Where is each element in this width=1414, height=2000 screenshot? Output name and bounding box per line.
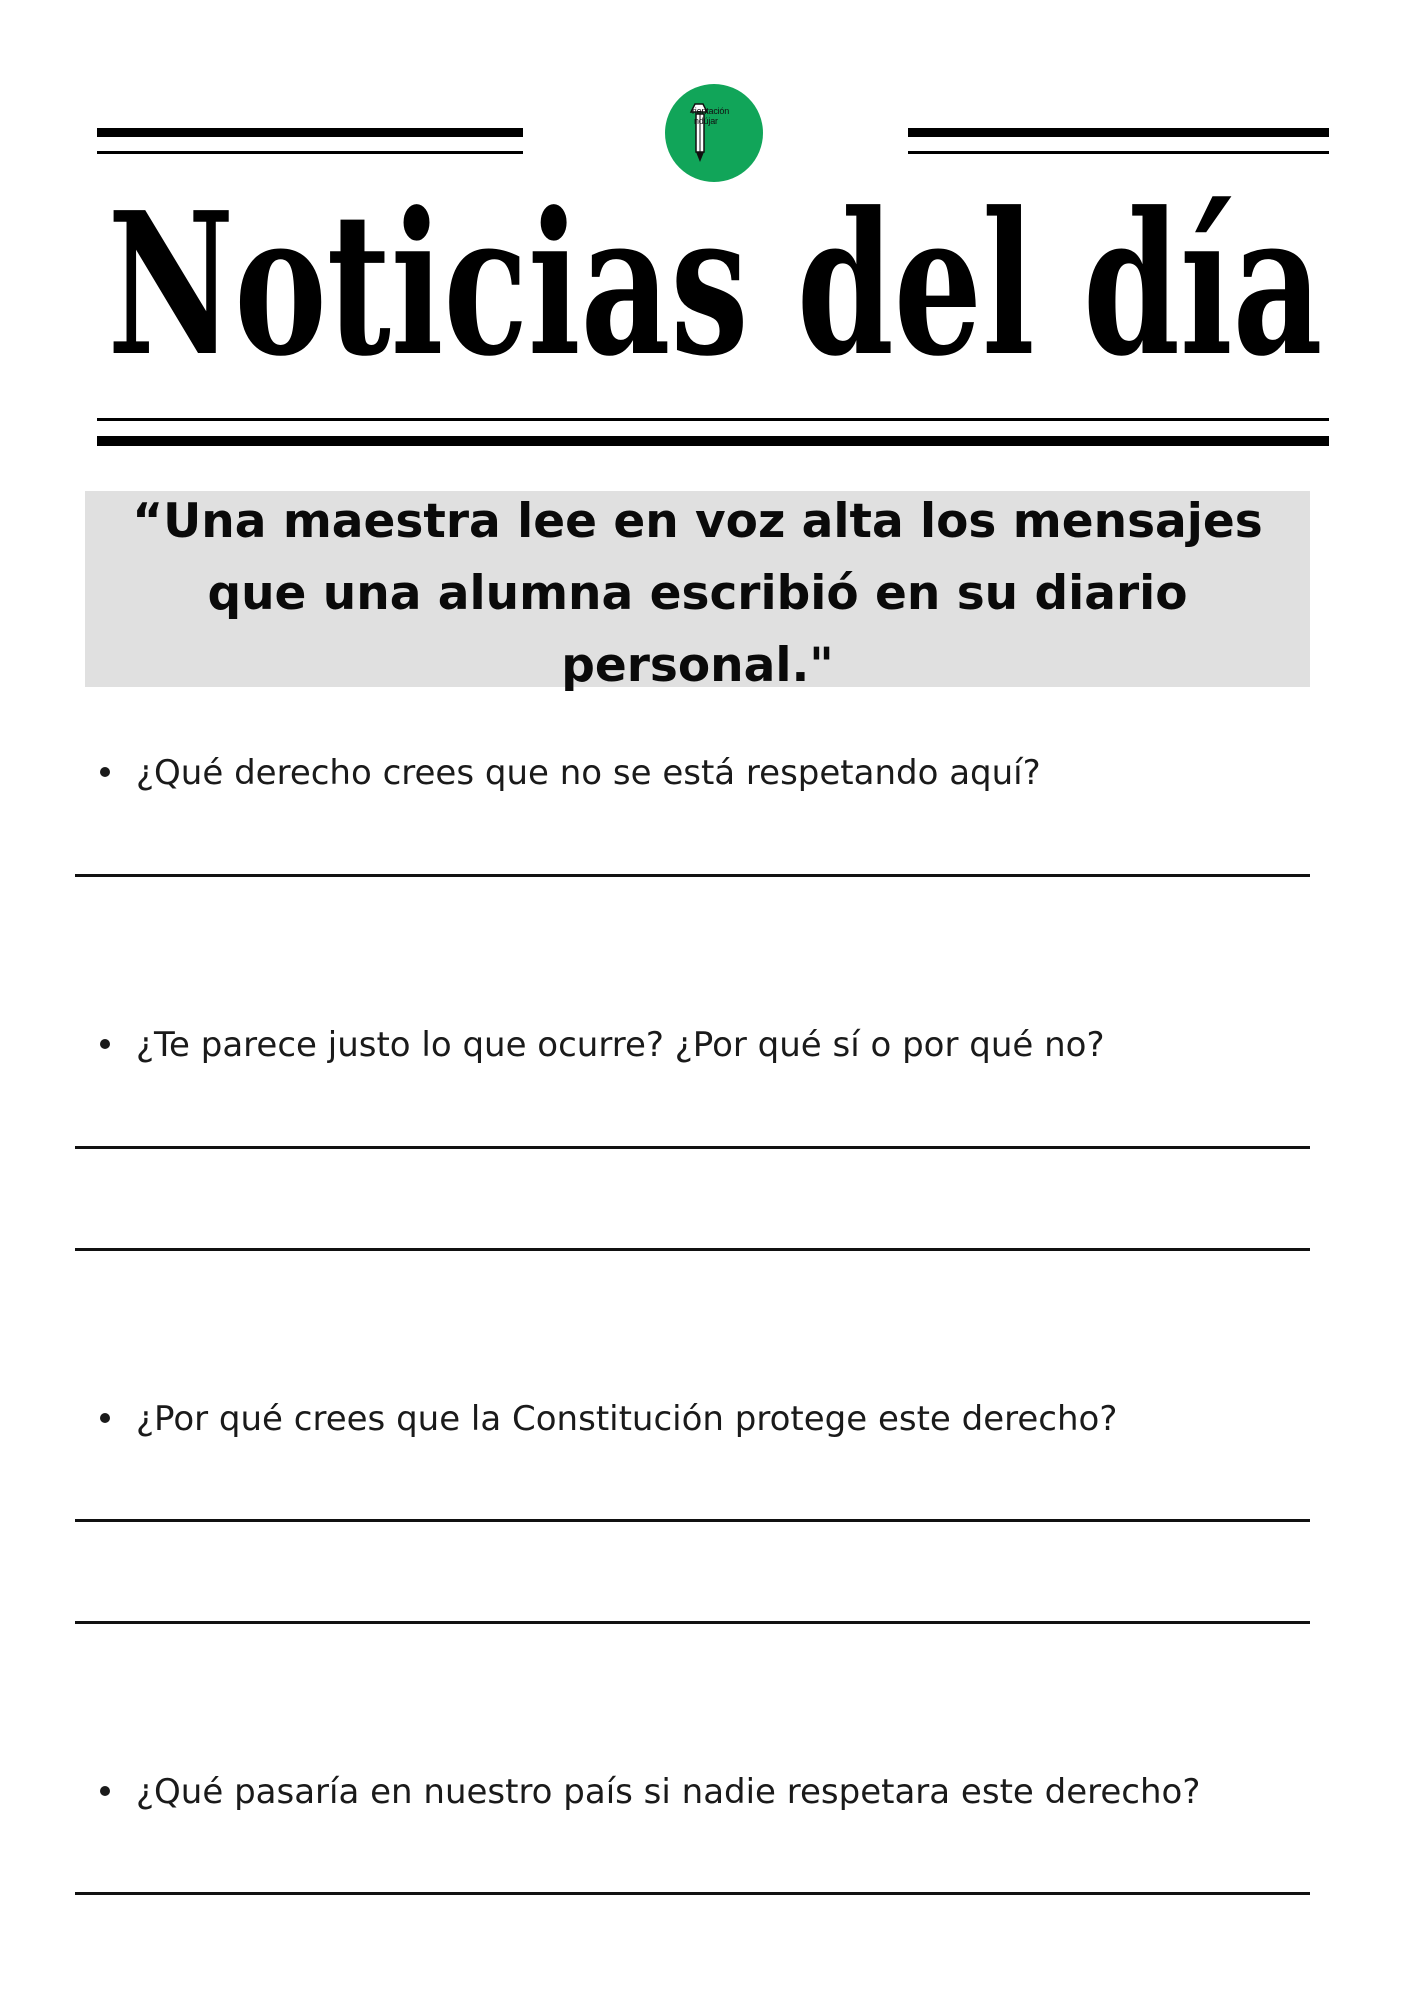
question-text: ¿Te parece justo lo que ocurre? ¿Por qué sí o por qué no?	[136, 1025, 1105, 1065]
bullet-icon	[100, 767, 110, 777]
logo-text-line2: ndújar	[694, 116, 718, 126]
masthead-top-right-thin-rule	[908, 151, 1329, 154]
logo-text-line1: rientación	[692, 106, 730, 116]
answer-line[interactable]	[75, 1519, 1310, 1522]
orientacion-andujar-logo	[665, 84, 763, 182]
masthead-bottom-thin-rule	[97, 418, 1329, 421]
newspaper-title-text: Noticias del día	[107, 185, 1323, 385]
question-item	[100, 751, 1041, 795]
bullet-icon	[100, 1786, 110, 1796]
headline-quote: “Una maestra lee en voz alta los mensajes que una alumna escribió en su diario personal."	[132, 494, 1263, 693]
answer-line[interactable]	[75, 874, 1310, 877]
question-item	[100, 1770, 1200, 1814]
masthead-top-right-thick-rule	[908, 128, 1329, 137]
answer-line[interactable]	[75, 1146, 1310, 1149]
bullet-icon	[100, 1039, 110, 1049]
answer-line[interactable]	[75, 1621, 1310, 1624]
question-text: ¿Qué pasaría en nuestro país si nadie respetara este derecho?	[136, 1772, 1201, 1812]
question-text: ¿Qué derecho crees que no se está respetando aquí?	[136, 753, 1041, 793]
bullet-icon	[100, 1413, 110, 1423]
newspaper-title	[100, 185, 1330, 385]
question-item	[100, 1023, 1105, 1067]
answer-line[interactable]	[75, 1248, 1310, 1251]
masthead-top-left-thin-rule	[97, 151, 523, 154]
question-text: ¿Por qué crees que la Constitución protege este derecho?	[136, 1399, 1118, 1439]
masthead-bottom-thick-rule	[97, 436, 1329, 446]
question-item	[100, 1397, 1117, 1441]
masthead-top-left-thick-rule	[97, 128, 523, 137]
answer-line[interactable]	[75, 1892, 1310, 1895]
